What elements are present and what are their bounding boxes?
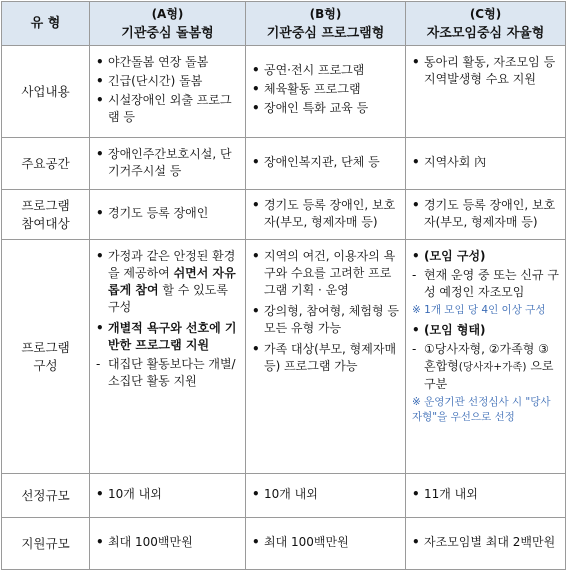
list-item: • 경기도 등록 장애인, 보호자(부모, 형제자매 등) [252,197,396,229]
header-a-title: 기관중심 돌봄형 [121,25,214,41]
bullet: • [412,487,420,501]
target-b-cell [246,190,406,240]
business-c-cell [406,46,566,138]
row-target [2,190,566,240]
dash: - [412,268,417,282]
row-selection [2,474,566,518]
bullet: • [252,82,260,96]
header-a-sub: (A형) [151,6,184,21]
business-a-cell [90,46,246,138]
row-space [2,138,566,190]
list-item: • 시설장애인 외출 프로그램 등 [96,93,232,124]
list-item: • 가족 대상(부모, 형제자매 등) 프로그램 가능 [252,342,397,373]
list-item: • 강의형, 참여형, 체험형 등 모든 유형 가능 [252,304,399,335]
list-item: • 최대 100백만원 [96,535,193,549]
list-item: • 긴급(단시간) 돌봄 [96,74,203,88]
list-item: • 개별적 욕구와 선호에 기반한 프로그램 지원 [96,321,237,352]
support-c-cell [406,518,566,570]
row-space-label: 주요공간 [2,138,90,190]
list-item: • 공연·전시 프로그램 [252,63,365,77]
dash: - [96,357,101,371]
row-support [2,518,566,570]
selection-b-cell [246,474,406,518]
list-item: • 10개 내외 [96,487,162,501]
bullet: • [252,155,260,169]
support-a-cell [90,518,246,570]
list-item: • 지역의 여건, 이용자의 욕구와 수요를 고려한 프로그램 기획 · 운영 [252,249,396,297]
list-item: - 대집단 활동보다는 개별/소집단 활동 지원 [96,357,236,388]
list-item: • 경기도 등록 장애인, 보호자(부모, 형제자매 등) [412,197,556,229]
header-c-sub: (C형) [469,6,502,21]
list-item: • 10개 내외 [252,487,318,501]
header-b-title: 기관중심 프로그램형 [266,25,385,41]
list-item: - ①당사자형, ②가족형 ③혼합형(당사자+가족) 으로 구분 [412,342,554,391]
header-type-c [406,2,566,46]
space-c-cell [406,138,566,190]
bullet: • [96,535,104,549]
bullet: • [412,535,420,549]
header-b-sub: (B형) [309,6,342,21]
bullet: • [412,249,420,263]
list-item: • 장애인주간보호시설, 단기거주시설 등 [96,146,232,178]
list-item: • 최대 100백만원 [252,535,349,549]
bullet: • [252,249,260,263]
note: ※ 1개 모임 당 4인 이상 구성 [412,304,546,316]
bullet: • [96,249,104,263]
target-a-cell [90,190,246,240]
program-c-cell [406,240,566,474]
header-c-title: 자조모임중심 자율형 [426,25,545,41]
list-item: • 장애인 특화 교육 등 [252,101,369,115]
list-item: • 체육활동 프로그램 [252,82,361,96]
note: ※ 운영기관 선정심사 시 "당사자형"을 우선으로 선정 [412,396,551,423]
list-item: • 11개 내외 [412,487,478,501]
bullet: • [96,93,104,107]
program-b-cell [246,240,406,474]
bullet: • [96,74,104,88]
program-a-cell [90,240,246,474]
bullet: • [96,146,104,161]
header-type-b [246,2,406,46]
row-selection-label: 선정규모 [2,474,90,518]
row-business [2,46,566,138]
header-type-a [90,2,246,46]
row-target-label: 프로그램 참여대상 [2,190,90,240]
list-item: • (모임 구성) [412,249,486,263]
row-business-label: 사업내용 [2,46,90,138]
list-item: • 경기도 등록 장애인 [96,206,209,220]
bullet: • [96,321,104,335]
row-program [2,240,566,474]
list-item: • 동아리 활동, 자조모임 등 지역발생형 수요 지원 [412,55,556,86]
list-item: • (모임 형태) [412,323,486,337]
bullet: • [412,55,420,69]
list-item: - 현재 운영 중 또는 신규 구성 예정인 자조모임 [412,268,559,299]
selection-c-cell [406,474,566,518]
row-program-label: 프로그램 구성 [2,240,90,474]
program-type-table [1,1,566,570]
list-item: • 자조모임별 최대 2백만원 [412,535,556,549]
list-item: • 지역사회 內 [412,155,487,169]
bullet: • [252,101,260,115]
list-item: • 장애인복지관, 단체 등 [252,155,380,169]
bullet: • [412,155,420,169]
bullet: • [252,63,260,77]
bullet: • [412,197,420,212]
bullet: • [252,487,260,501]
support-b-cell [246,518,406,570]
bullet: • [412,323,420,337]
selection-a-cell [90,474,246,518]
target-c-cell [406,190,566,240]
dash: - [412,342,417,356]
bullet: • [252,197,260,212]
bullet: • [96,487,104,501]
bullet: • [252,342,260,356]
space-b-cell [246,138,406,190]
bullet: • [96,55,104,69]
business-b-cell [246,46,406,138]
bullet: • [252,535,260,549]
row-support-label: 지원규모 [2,518,90,570]
header-type: 유 형 [2,2,90,46]
list-item: • 가정과 같은 안정된 환경을 제공하여 쉬면서 자유롭게 참여 할 수 있도록 구성 [96,249,236,314]
space-a-cell [90,138,246,190]
header-row [2,2,566,46]
list-item: • 야간돌봄 연장 돌봄 [96,55,209,69]
bullet: • [252,304,260,318]
bullet: • [96,206,104,220]
